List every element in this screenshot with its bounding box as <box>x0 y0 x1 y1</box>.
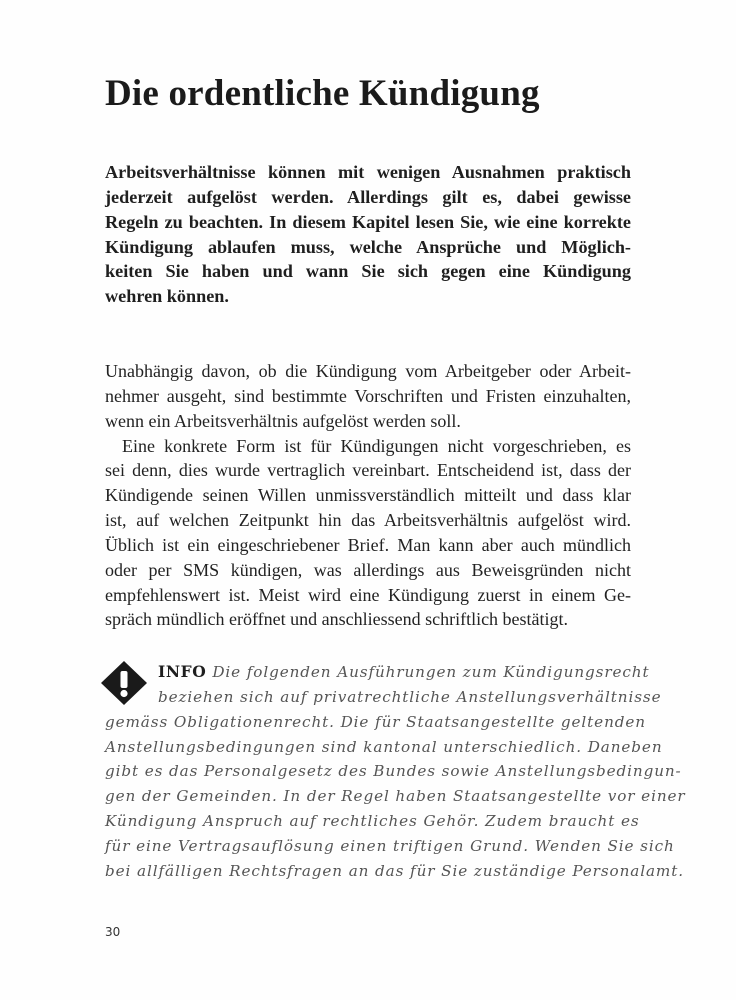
info-line: für eine Vertragsauflösung einen triftigen Grund. Wenden Sie sich <box>105 836 675 855</box>
info-line: beziehen sich auf privatrechtliche Anstellungsverhältnisse <box>158 687 662 706</box>
info-label: INFO <box>158 662 207 681</box>
body-line: Kündigende seinen Willen unmissverständlich mitteilt und dass klar <box>105 485 631 506</box>
info-line: gibt es das Personalgesetz des Bundes sowie Anstellungsbedingun- <box>105 762 682 781</box>
body-line: Üblich ist ein eingeschriebener Brief. Man kann aber auch mündlich <box>105 534 631 555</box>
body-line: sei denn, dies wurde vertraglich vereinbart. Entscheidend ist, dass der <box>105 460 631 481</box>
body-line: wenn ein Arbeitsverhältnis aufgelöst werden soll. <box>105 410 461 431</box>
body-line: ist, auf welchen Zeitpunkt hin das Arbeitsverhältnis aufgelöst wird. <box>105 510 631 531</box>
body-line: empfehlenswert ist. Meist wird eine Kündigung zuerst in einem Ge- <box>105 584 631 605</box>
info-line: Anstellungsbedingungen sind kantonal unterschiedlich. Daneben <box>105 737 663 756</box>
intro-line: Regeln zu beachten. In diesem Kapitel lesen Sie, wie eine korrekte <box>105 211 631 232</box>
intro-line: jederzeit aufgelöst werden. Allerdings gilt es, dabei gewisse <box>105 186 631 207</box>
intro-line: Arbeitsverhältnisse können mit wenigen Ausnahmen praktisch <box>105 162 631 182</box>
info-line-text: Die folgenden Ausführungen zum Kündigungsrecht <box>212 663 650 681</box>
chapter-intro <box>105 160 631 309</box>
body-line: Unabhängig davon, ob die Kündigung vom Arbeitgeber oder Arbeit- <box>105 361 631 381</box>
info-line <box>105 660 650 685</box>
intro-line: keiten Sie haben und wann Sie sich gegen eine Kündigung <box>105 261 631 282</box>
body-line: Eine konkrete Form ist für Kündigungen nicht vorgeschrieben, es <box>122 435 631 456</box>
body-text <box>105 359 631 632</box>
info-line: bei allfälligen Rechtsfragen an das für Sie zuständige Personalamt. <box>105 861 684 880</box>
intro-line: wehren können. <box>105 286 229 307</box>
info-line: Kündigung Anspruch auf rechtliches Gehör. Zudem braucht es <box>105 812 640 831</box>
info-line: gemäss Obligationenrecht. Die für Staatsangestellte geltenden <box>105 712 646 731</box>
chapter-title: Die ordentliche Kündigung <box>105 73 540 114</box>
intro-line: Kündigung ablaufen muss, welche Ansprüche und Möglich- <box>105 236 631 257</box>
info-box <box>105 660 686 884</box>
info-line: gen der Gemeinden. In der Regel haben Staatsangestellte vor einer <box>105 787 686 806</box>
page-number: 30 <box>105 925 121 939</box>
body-line: nehmer ausgeht, sind bestimmte Vorschriften und Fristen einzuhalten, <box>105 385 631 406</box>
body-line: oder per SMS kündigen, was allerdings aus Beweisgründen nicht <box>105 559 631 580</box>
body-line: spräch mündlich eröffnet und anschliessend schriftlich bestätigt. <box>105 609 569 630</box>
